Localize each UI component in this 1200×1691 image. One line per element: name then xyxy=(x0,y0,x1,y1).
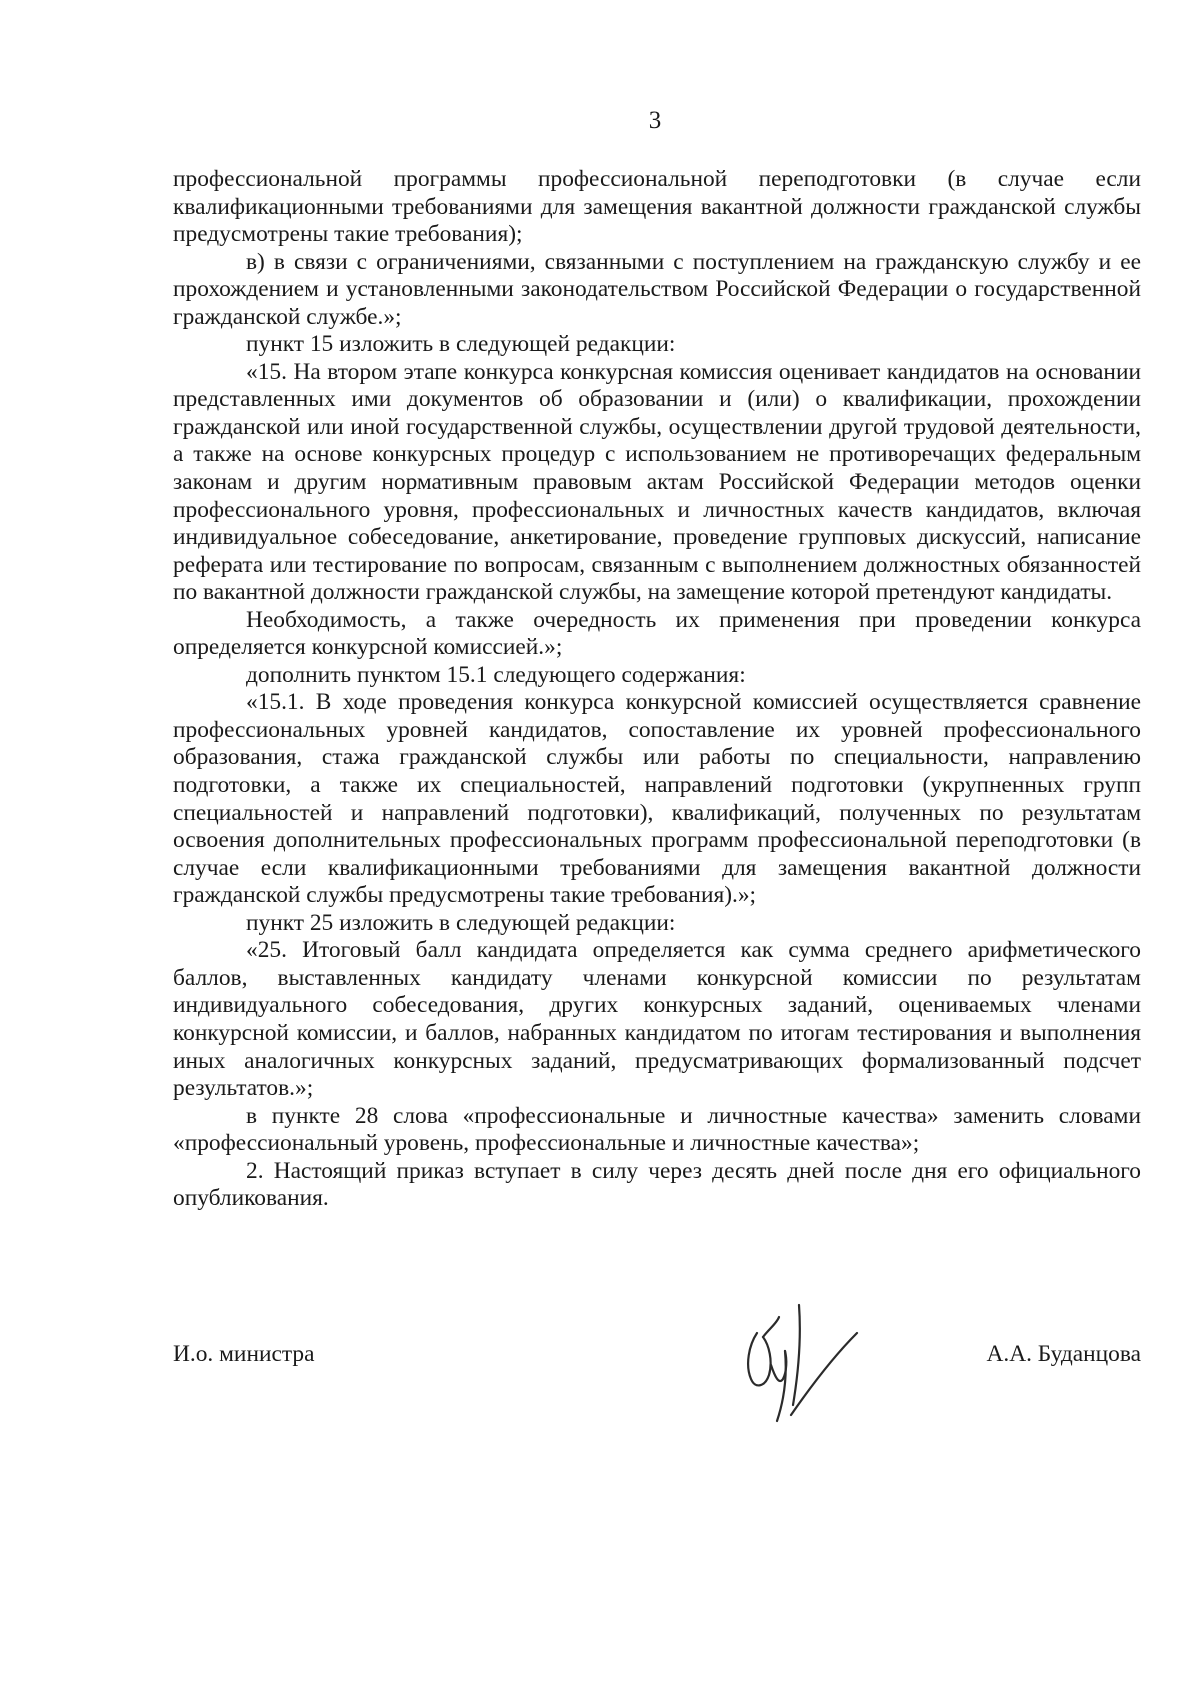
paragraph: пункт 15 изложить в следующей редакции: xyxy=(246,331,676,358)
paragraph: «15. На втором этапе конкурса конкурсная комиссия оценивает кандидатов на основании представленных ими документов об образовании и (или) о квалификации, прохождении гражданской или иной государственной службы, осуществлении другой трудовой деятельности, а также на основе конкурсных процедур с использованием не противоречащих федеральным законам и другим нормативным правовым актам Российской Федерации методов оценки профессионального уровня, профессиональных и личностных качеств кандидатов, включая индивидуальное собеседование, анкетирование, проведение групповых дискуссий, написание реферата или тестирование по вопросам, связанным с выполнением должностных обязанностей по вакантной должности гражданской службы, на замещение которой претендуют кандидаты. xyxy=(173,358,1141,606)
paragraph: пункт 25 изложить в следующей редакции: xyxy=(246,909,676,936)
handwritten-signature-icon xyxy=(735,1293,875,1433)
paragraph: «25. Итоговый балл кандидата определяется как сумма среднего арифметического баллов, выставленных кандидату членами конкурсной комиссии по результатам индивидуального собеседования, других конкурсных заданий, оцениваемых членами конкурсной комиссии, и баллов, набранных кандидатом по итогам тестирования и выполнения иных аналогичных конкурсных заданий, предусматривающих формализованный подсчет результатов.»; xyxy=(173,937,1141,1102)
signatory-name: А.А. Буданцова xyxy=(986,1341,1141,1367)
page-number: 3 xyxy=(648,107,662,134)
paragraph: Необходимость, а также очередность их применения при проведении конкурса определяется конкурсной комиссией.»; xyxy=(173,606,1141,661)
paragraph: в пункте 28 слова «профессиональные и личностные качества» заменить словами «профессиональный уровень, профессиональные и личностные качества»; xyxy=(173,1102,1141,1157)
paragraph: профессиональной программы профессиональной переподготовки (в случае если квалификационными требованиями для замещения вакантной должности гражданской службы предусмотрены такие требования); xyxy=(173,166,1141,248)
document-body xyxy=(173,166,1141,1213)
signature-block xyxy=(173,1323,1141,1443)
paragraph: «15.1. В ходе проведения конкурса конкурсной комиссией осуществляется сравнение профессиональных уровней кандидатов, сопоставление их уровней профессионального образования, стажа гражданской службы или работы по специальности, направлению подготовки, а также их специальностей, направлений подготовки (укрупненных групп специальностей и направлений подготовки), квалификаций, полученных по результатам освоения дополнительных профессиональных программ профессиональной переподготовки (в случае если квалификационными требованиями для замещения вакантной должности гражданской службы предусмотрены такие требования).»; xyxy=(173,689,1141,909)
signatory-role: И.о. министра xyxy=(173,1341,315,1367)
paragraph: дополнить пунктом 15.1 следующего содержания: xyxy=(246,661,746,688)
paragraph: 2. Настоящий приказ вступает в силу через десять дней после дня его официального опубликования. xyxy=(173,1157,1141,1212)
paragraph: в) в связи с ограничениями, связанными с поступлением на гражданскую службу и ее прохождением и установленными законодательством Российской Федерации о государственной гражданской службе.»; xyxy=(173,248,1141,330)
